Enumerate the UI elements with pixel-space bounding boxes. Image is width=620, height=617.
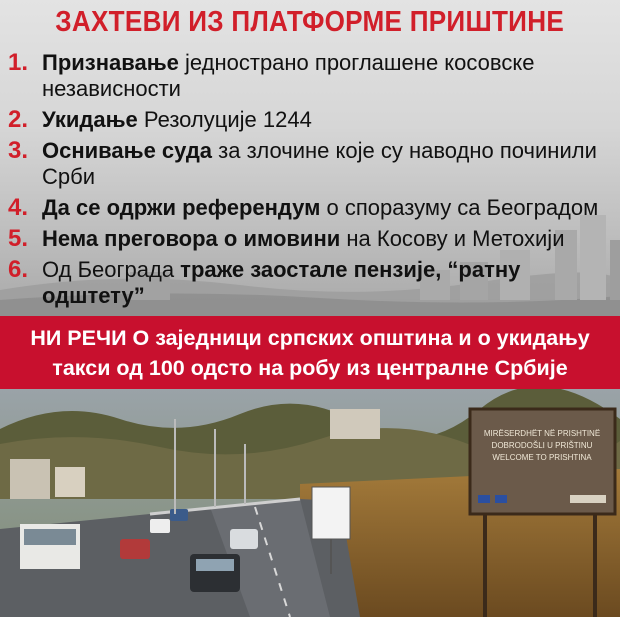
item-bold-text: Укидање (42, 107, 138, 132)
list-item (8, 138, 613, 190)
item-text: на Косову и Метохији (340, 226, 565, 251)
demands-list (8, 50, 613, 314)
item-number: 4. (8, 194, 29, 221)
item-number: 5. (8, 225, 29, 252)
list-item (8, 226, 613, 252)
item-text: о споразуму са Београдом (320, 195, 599, 220)
item-bold-text: траже заостале пензије, “ратну одштету” (42, 257, 521, 308)
road-photo (0, 389, 620, 617)
list-item (8, 50, 613, 102)
sign-line-2: DOBRODOŠLI U PRIŠTINU (491, 441, 593, 450)
sign-line-3: WELCOME TO PRISHTINA (492, 453, 592, 462)
item-text: Резолуције 1244 (137, 107, 312, 132)
item-number: 3. (8, 137, 29, 164)
item-number: 6. (8, 256, 29, 283)
item-number: 1. (8, 49, 29, 76)
list-item (8, 257, 613, 309)
banner-line-1: НИ РЕЧИ О заједници српских општина и о укидању (30, 326, 590, 350)
item-text: Од Београда (42, 257, 181, 282)
item-bold-text: Признавање (42, 50, 179, 75)
list-item (8, 107, 613, 133)
item-bold-text: Оснивање суда (42, 138, 213, 163)
item-text: једнострано проглашене косовске независности (42, 50, 535, 101)
item-bold-text: Да се одржи референдум (42, 195, 321, 220)
list-item (8, 195, 613, 221)
item-number: 2. (8, 106, 29, 133)
item-bold-text: Нема преговора о имовини (42, 226, 341, 251)
red-banner (0, 316, 620, 389)
sign-line-1: MIRËSERDHËT NË PRISHTINË (483, 429, 601, 438)
page-title: ЗАХТЕВИ ИЗ ПЛАТФОРМЕ ПРИШТИНЕ (55, 6, 565, 38)
item-text: за злочине које су наводно починили Срби (42, 138, 597, 189)
banner-line-2: такси од 100 одсто на робу из централне Србије (52, 356, 568, 380)
